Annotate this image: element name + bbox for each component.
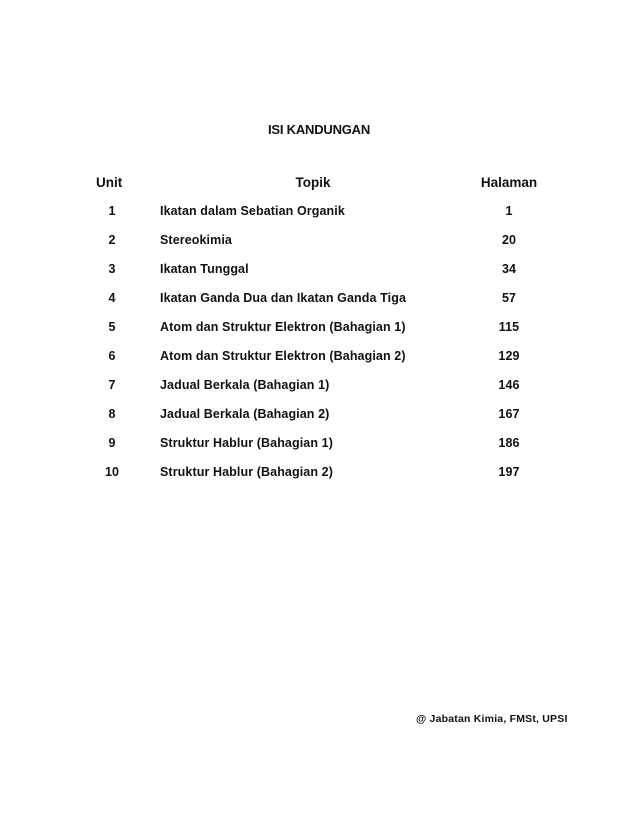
topic-title: Jadual Berkala (Bahagian 2) <box>160 407 330 421</box>
unit-number: 3 <box>108 262 116 276</box>
unit-number: 4 <box>108 291 116 305</box>
topic-title: Atom dan Struktur Elektron (Bahagian 2) <box>160 349 406 363</box>
unit-number: 7 <box>108 378 116 392</box>
page-number: 146 <box>498 378 520 392</box>
table-row <box>0 349 638 378</box>
unit-number: 10 <box>104 465 120 479</box>
table-row <box>0 378 638 407</box>
table-row <box>0 436 638 465</box>
page-number: 129 <box>498 349 520 363</box>
contents-table <box>0 204 638 494</box>
topic-title: Struktur Hablur (Bahagian 1) <box>160 436 333 450</box>
table-row <box>0 262 638 291</box>
topic-title: Struktur Hablur (Bahagian 2) <box>160 465 333 479</box>
topic-title: Stereokimia <box>160 233 232 247</box>
unit-number: 9 <box>108 436 116 450</box>
unit-number: 2 <box>108 233 116 247</box>
unit-number: 1 <box>108 204 116 218</box>
page-number: 115 <box>498 320 520 334</box>
table-row <box>0 291 638 320</box>
page-number: 167 <box>498 407 520 421</box>
topic-title: Ikatan Ganda Dua dan Ikatan Ganda Tiga <box>160 291 406 305</box>
header-unit: Unit <box>96 175 123 190</box>
table-row <box>0 233 638 262</box>
unit-number: 8 <box>108 407 116 421</box>
header-topik: Topik <box>295 175 331 190</box>
page-number: 186 <box>498 436 520 450</box>
table-row <box>0 465 638 494</box>
page-number: 197 <box>498 465 520 479</box>
topic-title: Jadual Berkala (Bahagian 1) <box>160 378 330 392</box>
page-number: 57 <box>501 291 517 305</box>
unit-number: 5 <box>108 320 116 334</box>
footer-credit: @ Jabatan Kimia, FMSt, UPSI <box>416 713 568 725</box>
topic-title: Ikatan Tunggal <box>160 262 249 276</box>
table-row <box>0 320 638 349</box>
page-number: 20 <box>501 233 517 247</box>
table-header <box>0 175 638 193</box>
table-row <box>0 204 638 233</box>
page-number: 34 <box>501 262 517 276</box>
page-number: 1 <box>505 204 513 218</box>
page-title: ISI KANDUNGAN <box>267 122 371 137</box>
table-row <box>0 407 638 436</box>
topic-title: Ikatan dalam Sebatian Organik <box>160 204 345 218</box>
topic-title: Atom dan Struktur Elektron (Bahagian 1) <box>160 320 406 334</box>
unit-number: 6 <box>108 349 116 363</box>
header-halaman: Halaman <box>480 175 538 190</box>
